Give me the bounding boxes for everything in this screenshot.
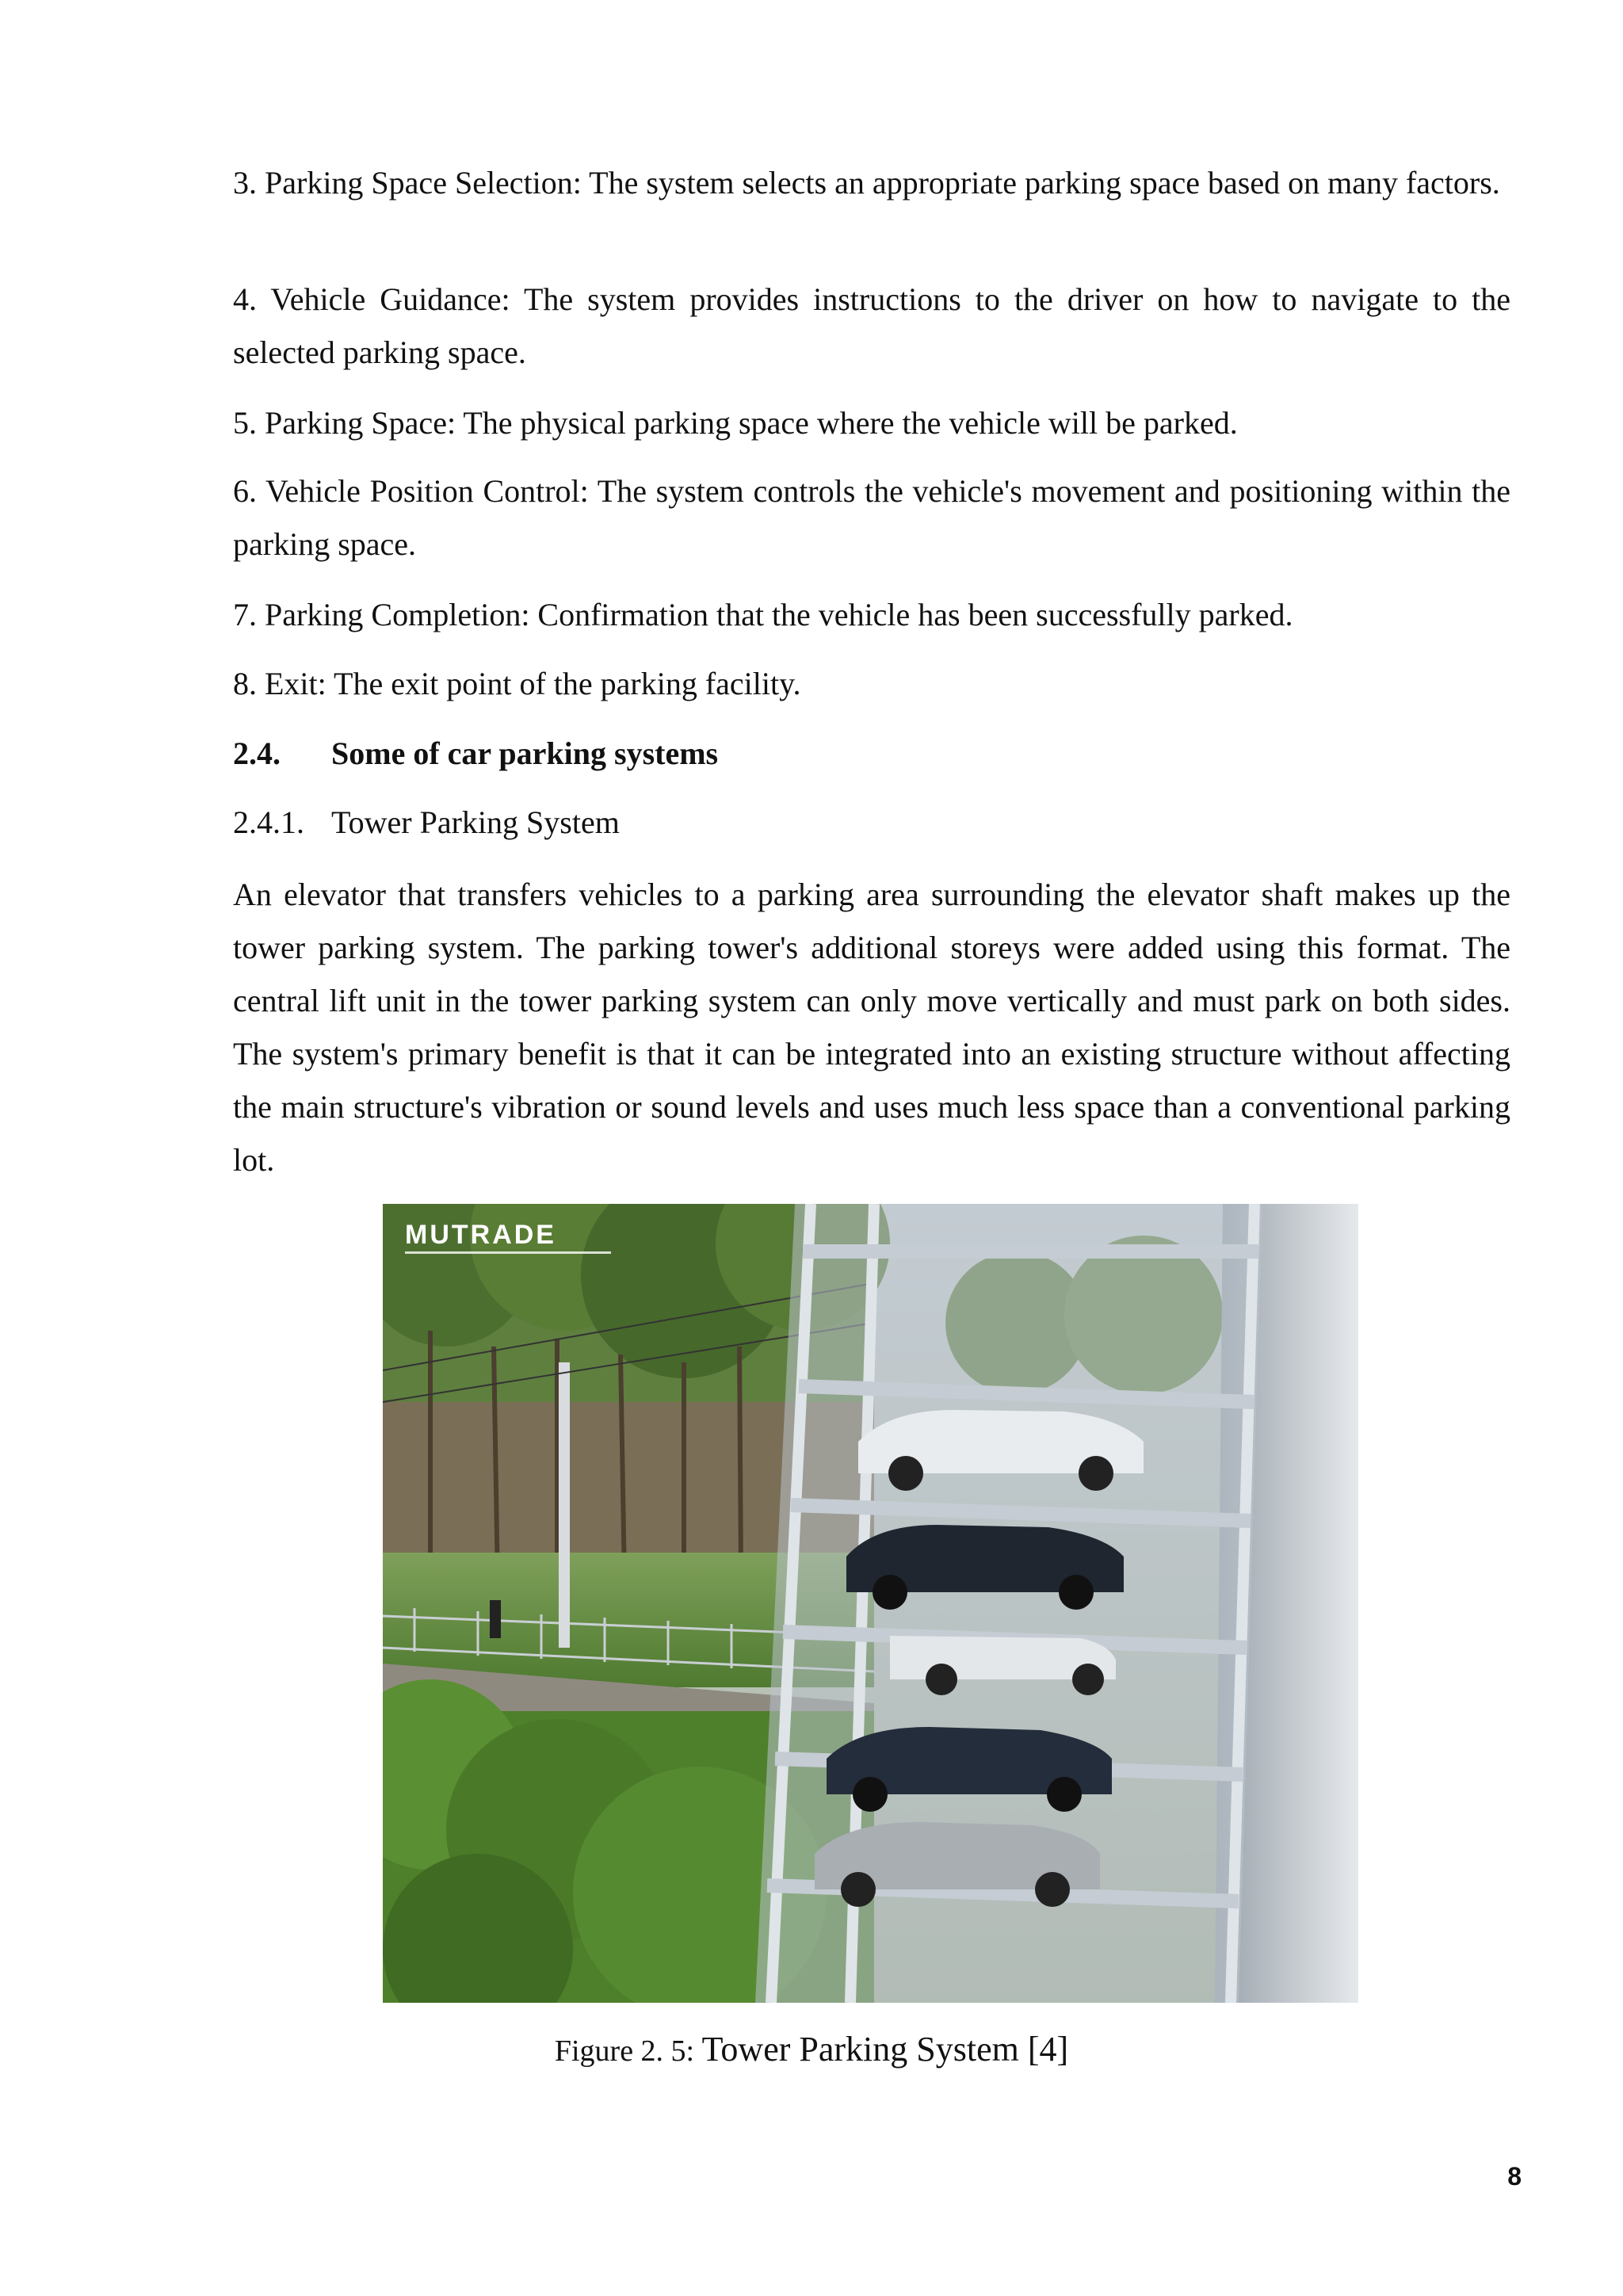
subsection-heading bbox=[233, 796, 1510, 849]
list-item-7 bbox=[233, 588, 1510, 641]
list-item-text: 4. Vehicle Guidance: The system provides instructions to the driver on how to navigate to the selected parking space. bbox=[233, 281, 1510, 370]
list-item-5 bbox=[233, 396, 1510, 449]
list-item-text: 5. Parking Space: The physical parking space where the vehicle will be parked. bbox=[233, 405, 1238, 441]
list-item-text: 3. Parking Space Selection: The system selects an appropriate parking space based on many factors. bbox=[233, 165, 1500, 201]
list-item-text: 6. Vehicle Position Control: The system controls the vehicle's movement and positioning within the parking space. bbox=[233, 473, 1510, 562]
body-paragraph-text: An elevator that transfers vehicles to a parking area surrounding the elevator shaft makes up the tower parking system. The parking tower's additional storeys were added using this format. The central lift unit in the tower parking system can only move vertically and must park on both sides. The system's primary benefit is that it can be integrated into an existing structure without affecting the main structure's vibration or sound levels and uses much less space than a conventional parking lot. bbox=[233, 877, 1510, 1178]
section-number: 2.4. bbox=[233, 735, 281, 771]
list-item-text: 8. Exit: The exit point of the parking facility. bbox=[233, 666, 801, 701]
section-heading bbox=[233, 727, 1510, 780]
list-item-8 bbox=[233, 657, 1510, 710]
body-paragraph bbox=[233, 868, 1510, 1186]
caption-lead: Figure 2. 5: bbox=[554, 2034, 702, 2068]
list-item-6 bbox=[233, 464, 1510, 571]
pedestrian bbox=[490, 1600, 501, 1638]
subsection-number: 2.4.1. bbox=[233, 804, 304, 840]
list-item-text: 7. Parking Completion: Confirmation that the vehicle has been successfully parked. bbox=[233, 597, 1293, 632]
utility-pole bbox=[559, 1362, 570, 1648]
page-number: 8 bbox=[1507, 2162, 1522, 2191]
figure-caption bbox=[0, 2027, 1623, 2073]
list-item-3 bbox=[233, 156, 1510, 209]
logo-underline bbox=[405, 1251, 611, 1254]
subsection-title: Tower Parking System bbox=[331, 804, 620, 840]
tower-parking-photo bbox=[383, 1204, 1358, 2003]
brand-logo: MUTRADE bbox=[405, 1220, 556, 1250]
list-item-4 bbox=[233, 273, 1510, 379]
caption-title: Tower Parking System [4] bbox=[701, 2030, 1069, 2069]
section-title: Some of car parking systems bbox=[331, 735, 719, 771]
